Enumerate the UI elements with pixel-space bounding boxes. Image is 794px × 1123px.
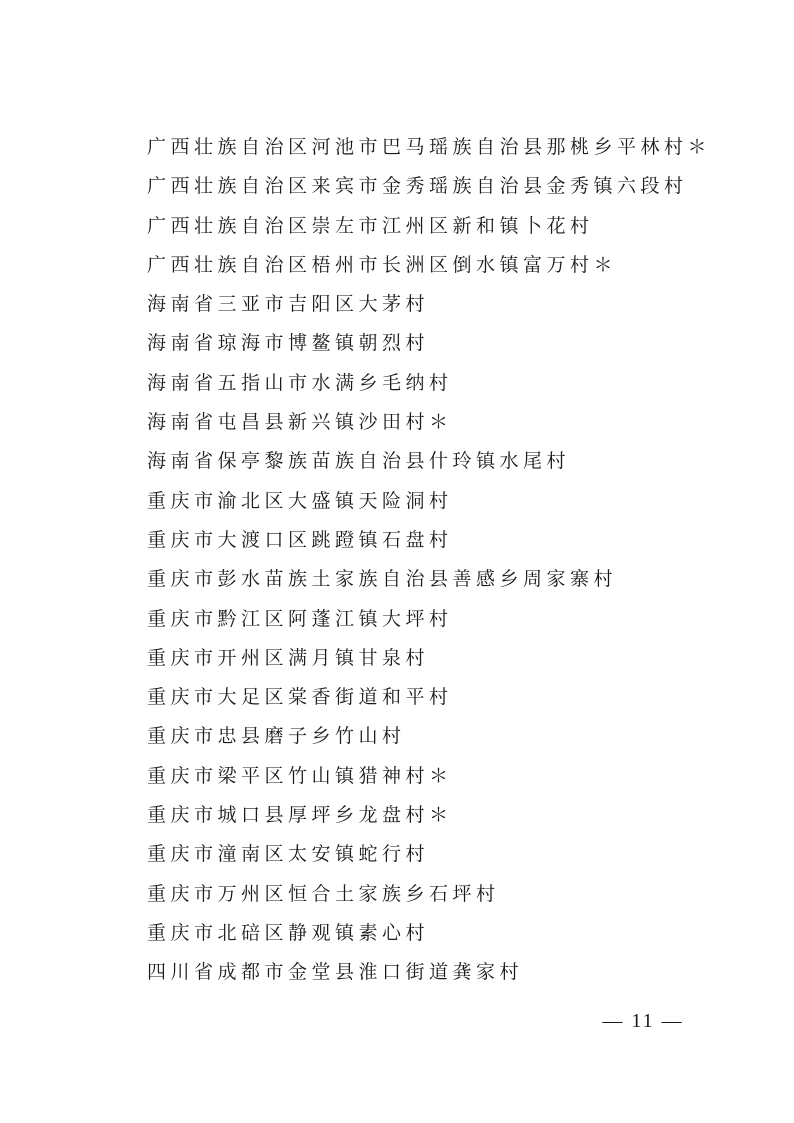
list-item: 重庆市城口县厚坪乡龙盘村＊ [147,804,453,827]
list-item: 重庆市北碚区静观镇素心村 [147,921,430,944]
list-item: 广西壮族自治区崇左市江州区新和镇卜花村 [147,214,594,237]
list-item: 重庆市万州区恒合土家族乡石坪村 [147,882,500,905]
list-item: 四川省成都市金堂县淮口街道龚家村 [147,961,524,984]
list-item: 重庆市梁平区竹山镇猎神村＊ [147,764,453,787]
list-item: 海南省屯昌县新兴镇沙田村＊ [147,411,453,434]
list-item: 海南省五指山市水满乡毛纳村 [147,371,453,394]
list-item: 重庆市彭水苗族土家族自治县善感乡周家寨村 [147,568,618,591]
list-item: 海南省三亚市吉阳区大茅村 [147,293,430,316]
list-item: 广西壮族自治区来宾市金秀瑶族自治县金秀镇六段村 [147,175,688,198]
list-item: 重庆市潼南区太安镇蛇行村 [147,843,430,866]
list-item: 广西壮族自治区河池市巴马瑶族自治县那桃乡平林村＊ [147,136,712,158]
list-item: 重庆市大渡口区跳蹬镇石盘村 [147,528,453,551]
list-item: 重庆市大足区棠香街道和平村 [147,686,453,709]
list-item: 重庆市忠县磨子乡竹山村 [147,725,406,748]
list-item: 重庆市黔江区阿蓬江镇大坪村 [147,607,453,630]
list-item: 重庆市渝北区大盛镇天险洞村 [147,489,453,512]
list-item: 重庆市开州区满月镇甘泉村 [147,646,430,669]
list-item: 广西壮族自治区梧州市长洲区倒水镇富万村＊ [147,253,618,276]
village-list [147,128,711,993]
list-item: 海南省琼海市博鳌镇朝烈村 [147,332,430,355]
list-item: 海南省保亭黎族苗族自治县什玲镇水尾村 [147,450,571,473]
page-number: — 11 — [602,1010,684,1032]
